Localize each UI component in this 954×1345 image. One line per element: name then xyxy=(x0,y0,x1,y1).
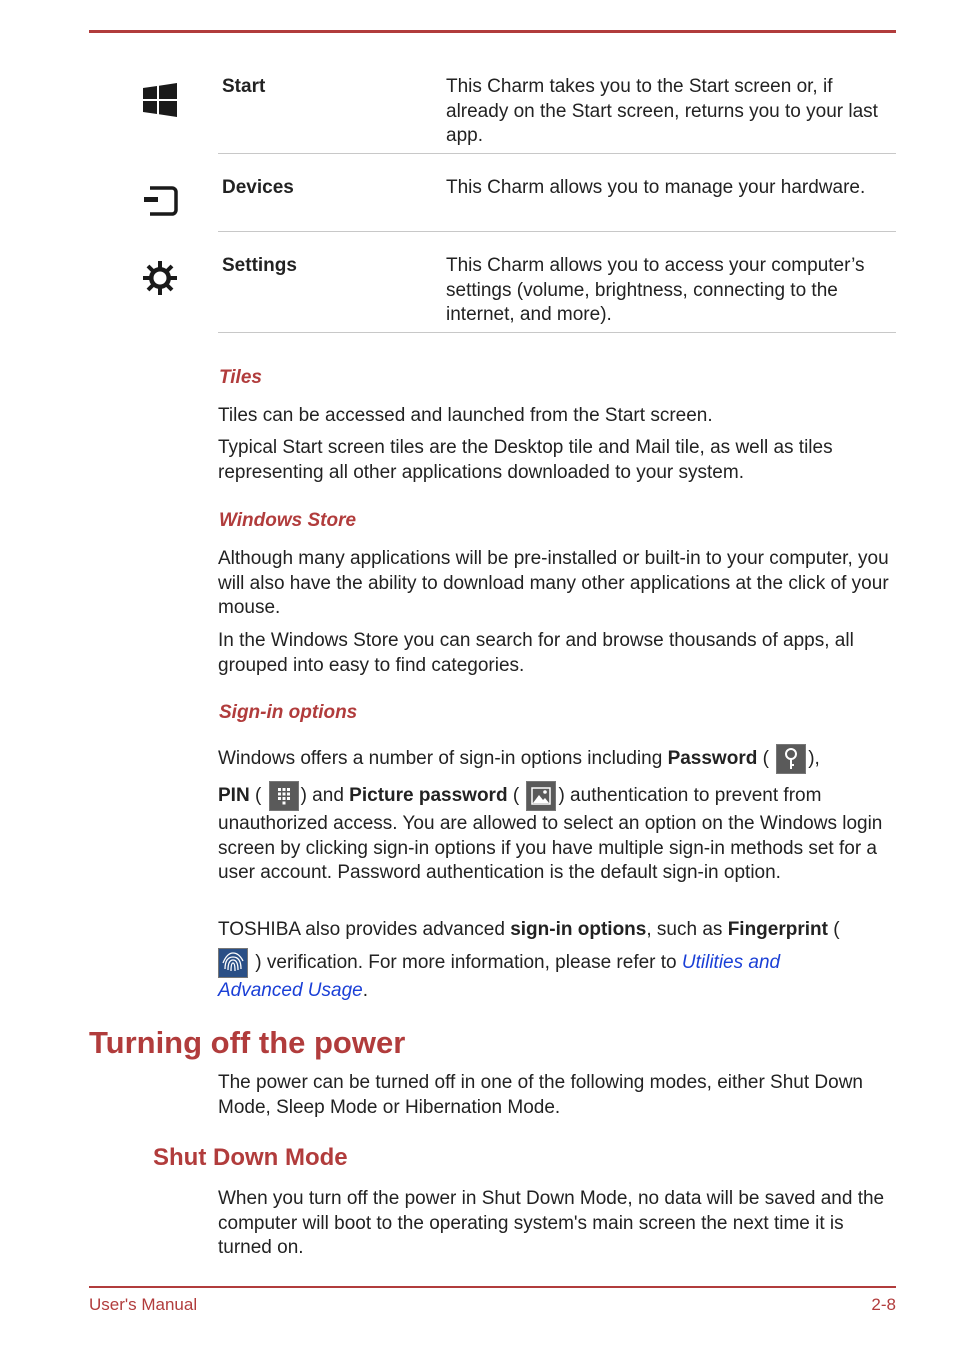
text: ), xyxy=(808,748,820,770)
paragraph: Tiles can be accessed and launched from the Start screen. xyxy=(218,405,713,426)
text: ) authentication to prevent from xyxy=(558,785,822,807)
text: ( xyxy=(757,748,769,770)
text: TOSHIBA also provides advanced xyxy=(218,919,511,940)
bold-text: Picture password xyxy=(349,785,508,807)
bold-text: sign-in options xyxy=(510,919,647,940)
paragraph: The power can be turned off in one of the following modes, either Shut Down Mode, Sleep Mode or Hibernation Mode. xyxy=(218,1072,863,1118)
text: ) and xyxy=(300,785,350,807)
charm-row-devices xyxy=(218,176,896,232)
text: Windows offers a number of sign-in options including xyxy=(218,748,668,770)
signin-line-2 xyxy=(218,781,898,811)
paragraph: When you turn off the power in Shut Down Mode, no data will be saved and the computer will boot to the operating system's main screen the next time it is turned on. xyxy=(218,1188,885,1258)
signin-toshiba-line-3 xyxy=(218,979,898,1004)
bold-text: PIN xyxy=(218,785,250,807)
top-rule xyxy=(89,30,896,33)
charm-name: Settings xyxy=(222,255,297,276)
signin-toshiba-line-1 xyxy=(218,918,898,943)
section-heading-sign-in-options: Sign-in options xyxy=(219,702,358,723)
devices-icon xyxy=(142,183,178,219)
section-heading-windows-store: Windows Store xyxy=(219,510,357,531)
text: ( xyxy=(827,919,840,940)
text: ( xyxy=(249,785,262,807)
bold-text: Fingerprint xyxy=(727,919,828,940)
text: ) verification. For more information, please refer to xyxy=(255,952,682,974)
bold-text: Password xyxy=(667,748,758,770)
charm-description: This Charm allows you to access your computer’s settings (volume, brightness, connecting to the internet, and more). xyxy=(446,255,865,325)
pin-keypad-icon xyxy=(269,781,299,811)
subheading-shut-down-mode: Shut Down Mode xyxy=(153,1144,348,1171)
paragraph: unauthorized access. You are allowed to select an option on the Windows login screen by clicking sign-in options if you have multiple sign-in methods set for a user account. Password authentication is the default sign-in option. xyxy=(218,813,883,883)
paragraph: Typical Start screen tiles are the Desktop tile and Mail tile, as well as tiles representing all other applications downloaded to your system. xyxy=(218,437,833,483)
password-key-icon xyxy=(776,744,806,774)
text: , such as xyxy=(646,919,728,940)
section-heading-tiles: Tiles xyxy=(219,367,262,388)
charm-name: Devices xyxy=(222,177,294,198)
paragraph: In the Windows Store you can search for and browse thousands of apps, all grouped into easy to find categories. xyxy=(218,630,854,676)
link-utilities-and-advanced-usage[interactable]: Utilities and xyxy=(681,952,781,974)
bottom-rule xyxy=(89,1286,896,1288)
charm-row-start xyxy=(218,75,896,154)
link-utilities-and-advanced-usage[interactable]: Advanced Usage xyxy=(218,980,363,1001)
footer-title: User's Manual xyxy=(89,1295,198,1314)
charm-description: This Charm takes you to the Start screen or, if already on the Start screen, returns you to your last app. xyxy=(446,76,878,146)
picture-password-icon xyxy=(526,781,556,811)
windows-logo-icon xyxy=(142,82,178,118)
fingerprint-icon xyxy=(218,948,248,978)
text: ( xyxy=(507,785,520,807)
page-number: 2-8 xyxy=(871,1295,896,1314)
charm-description: This Charm allows you to manage your hardware. xyxy=(446,177,866,198)
signin-line-1 xyxy=(218,744,898,774)
page-heading: Turning off the power xyxy=(89,1025,406,1060)
paragraph: Although many applications will be pre-installed or built-in to your computer, you will also have the ability to download many other applications at the click of your mouse. xyxy=(218,548,889,618)
signin-toshiba-line-2 xyxy=(218,948,898,978)
charm-row-settings xyxy=(218,254,896,333)
charm-name: Start xyxy=(222,76,266,97)
gear-icon xyxy=(142,260,178,296)
text: . xyxy=(362,980,368,1001)
